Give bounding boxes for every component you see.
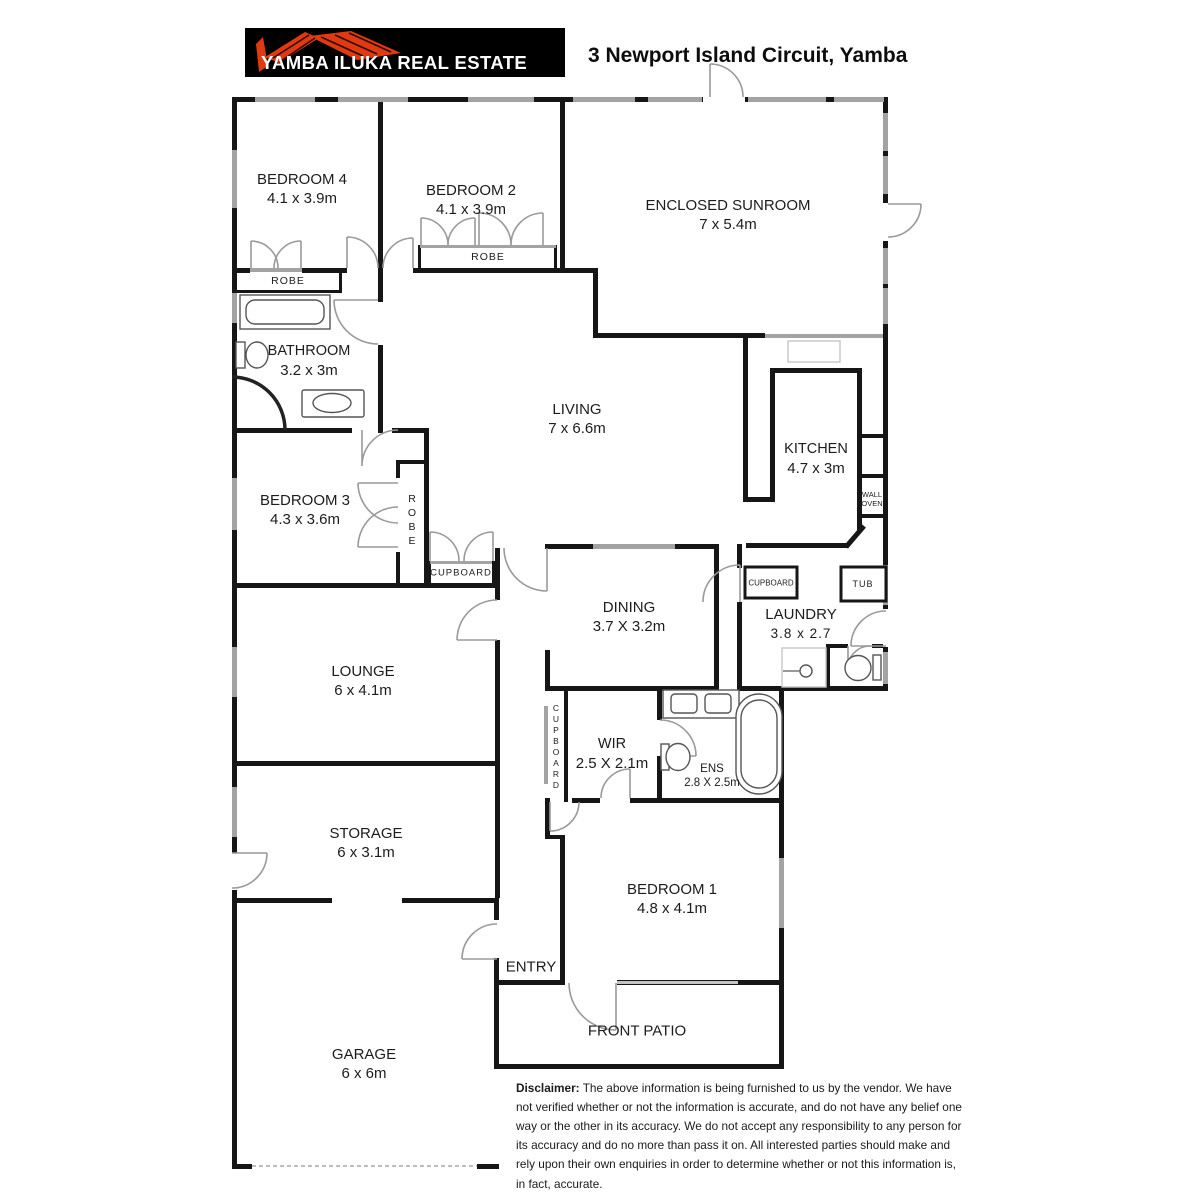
room-label-laundry: LAUNDRY 3.8 x 2.7: [765, 606, 837, 641]
disclaimer-label: Disclaimer:: [516, 1081, 580, 1095]
room-label-front-patio: FRONT PATIO: [587, 1022, 687, 1040]
room-label-wir: WIR 2.5 X 2.1m: [575, 736, 649, 772]
room-label-garage: GARAGE 6 x 6m: [331, 1046, 397, 1082]
bathtub-ensuite: [736, 694, 782, 794]
room-label-entry: ENTRY: [505, 958, 557, 976]
label-cupboard-living: CUPBOARD: [430, 567, 492, 579]
room-label-dining: DINING 3.7 X 3.2m: [592, 599, 666, 635]
toilet-bathroom: [236, 342, 268, 368]
room-label-bedroom1: BEDROOM 1 4.8 x 4.1m: [626, 881, 718, 917]
page-title: 3 Newport Island Circuit, Yamba: [588, 44, 908, 67]
label-robe-bedroom2: ROBE: [471, 251, 505, 263]
room-label-sunroom: ENCLOSED SUNROOM 7 x 5.4m: [645, 197, 811, 233]
room-label-bedroom4: BEDROOM 4 4.1 x 3.9m: [256, 171, 348, 207]
agency-logo: [245, 28, 565, 77]
toilet-wc: [845, 655, 881, 681]
room-label-bedroom3: BEDROOM 3 4.3 x 3.6m: [259, 492, 351, 528]
room-label-kitchen: KITCHEN 4.7 x 3m: [784, 441, 848, 477]
label-wall-oven: WALL OVEN: [861, 490, 883, 508]
disclaimer-body: The above information is being furnished to us by the vendor. We have not verified whether or not the information is accurate, and do not have any belief one way or the other in its accuracy. We do not accept any responsibility to any person for its accuracy and do no more than pass it on. All interested parties should make and rely upon their own enquiries in order to determine whether or not this information is, in fact, accurate.: [516, 1081, 962, 1191]
kitchen-bench: [788, 341, 840, 362]
vanity-ensuite: [663, 690, 739, 718]
room-label-bathroom: BATHROOM 3.2 x 3m: [267, 343, 351, 379]
room-label-living: LIVING 7 x 6.6m: [548, 401, 606, 437]
label-robe-bedroom4: ROBE: [271, 275, 305, 287]
label-cupboard-laundry: CUPBOARD: [748, 578, 794, 588]
label-cupboard-hall: CUPBOARD: [551, 703, 561, 791]
room-label-ens: ENS 2.8 X 2.5m: [684, 763, 740, 789]
label-tub: TUB: [852, 579, 874, 589]
room-label-storage: STORAGE 6 x 3.1m: [329, 825, 403, 861]
vanity-bathroom: [302, 390, 364, 417]
room-label-bedroom2: BEDROOM 2 4.1 x 3.9m: [425, 182, 517, 218]
shower-screen-bathroom: [232, 377, 285, 430]
disclaimer-text: [516, 1079, 968, 1194]
shower-laundry: [782, 648, 826, 687]
agency-logo-text: YAMBA ILUKA REAL ESTATE: [261, 52, 528, 73]
room-label-lounge: LOUNGE 6 x 4.1m: [331, 663, 395, 699]
bathtub-main: [240, 295, 330, 329]
label-robe-bedroom3: ROBE: [406, 493, 418, 549]
